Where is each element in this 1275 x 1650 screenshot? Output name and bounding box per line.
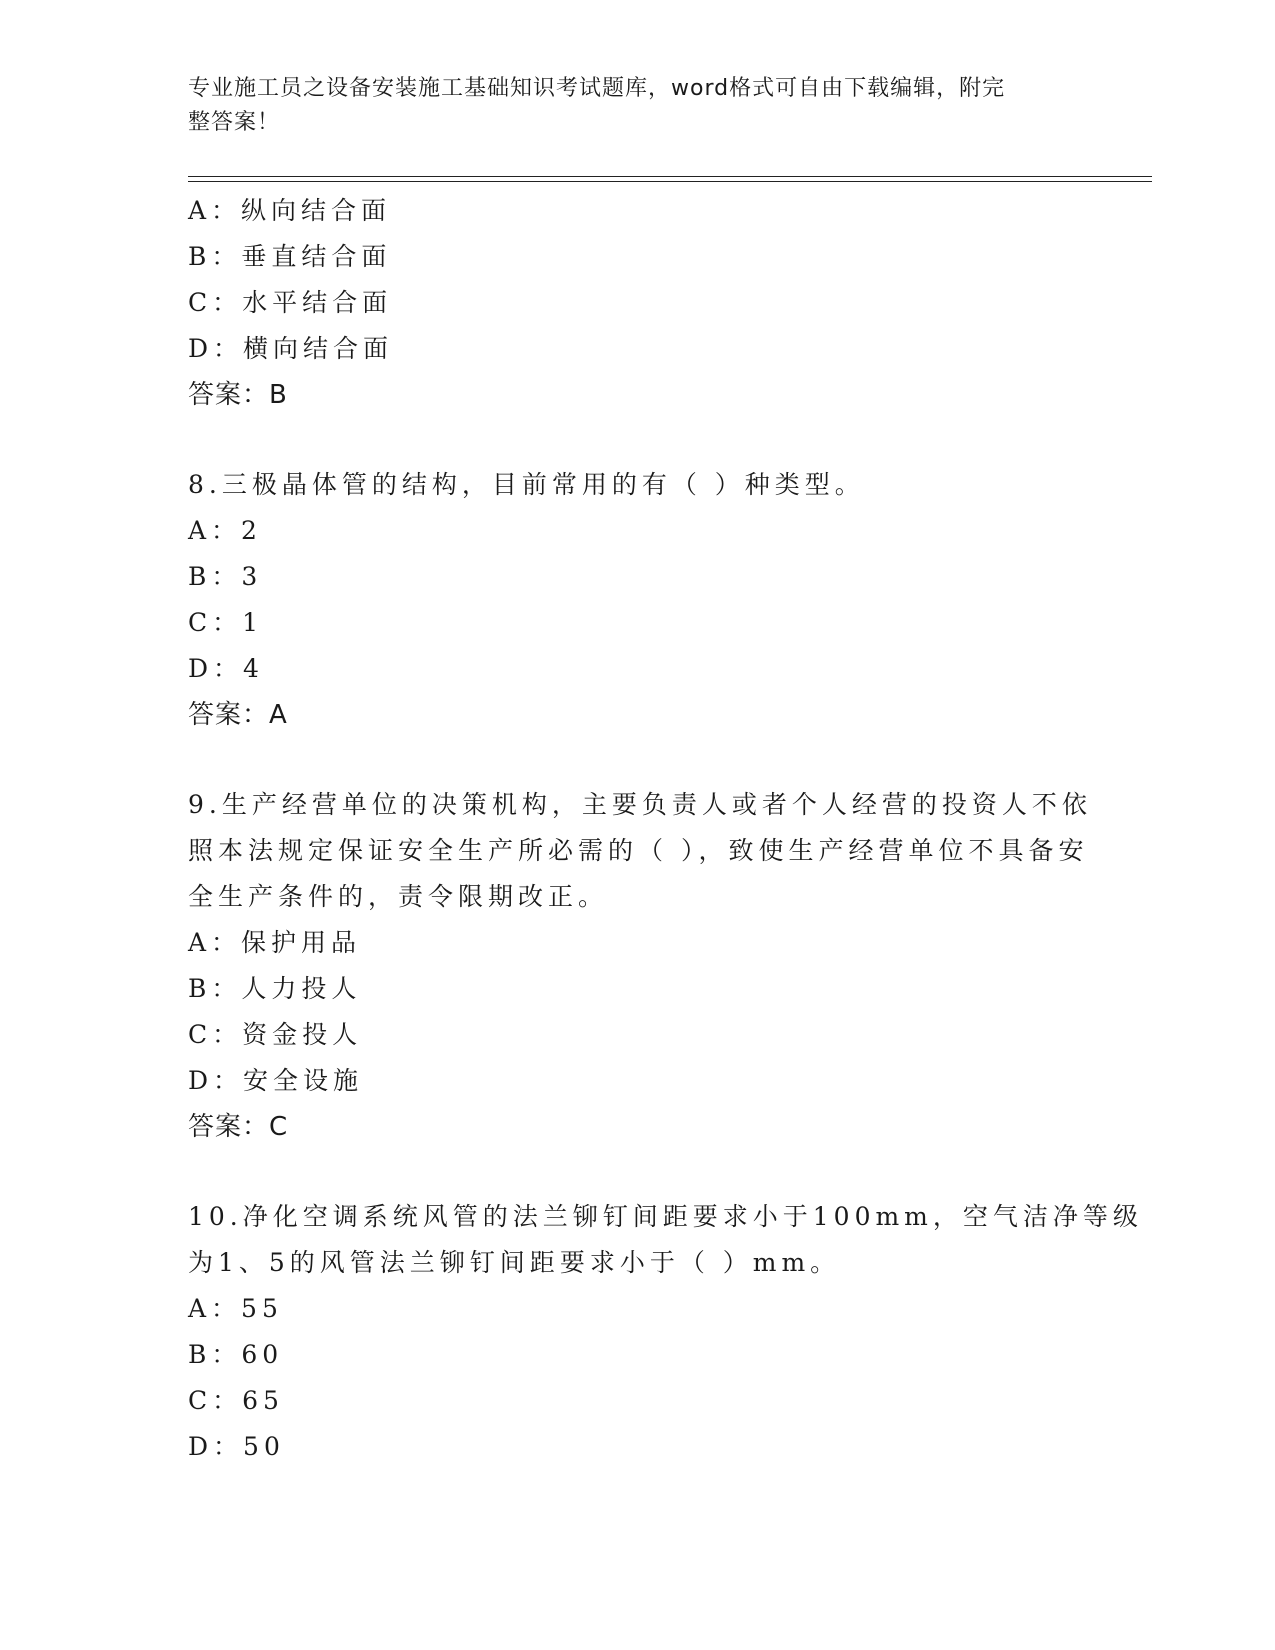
- question-list: [188, 188, 1143, 1470]
- option-c: C：资金投人: [188, 1020, 363, 1049]
- option-d: D：4: [188, 654, 264, 683]
- option-c: C：水平结合面: [188, 288, 393, 317]
- header-divider-bottom: [188, 181, 1152, 182]
- option-d: D：50: [188, 1432, 285, 1461]
- question-9: [188, 782, 1092, 1150]
- option-b: B：3: [188, 562, 263, 591]
- answer: 答案：C: [188, 1112, 289, 1142]
- option-a: A：保护用品: [188, 928, 362, 957]
- option-b: B：人力投人: [188, 974, 362, 1003]
- answer: 答案：A: [188, 700, 288, 730]
- option-c: C：65: [188, 1386, 284, 1415]
- option-a: A：纵向结合面: [188, 196, 392, 225]
- option-c: C：1: [188, 608, 264, 637]
- question-stem: 8.三极晶体管的结构，目前常用的有（ ）种类型。: [188, 470, 865, 499]
- header-line-1: 专业施工员之设备安装施工基础知识考试题库，word格式可自由下载编辑，附完: [188, 76, 1006, 101]
- page-header: [188, 72, 1068, 140]
- answer: 答案：B: [188, 380, 288, 410]
- question-10: [188, 1194, 1143, 1470]
- question-stem-line-1: 10.净化空调系统风管的法兰铆钉间距要求小于100mm，空气洁净等级: [188, 1202, 1143, 1231]
- question-8: [188, 462, 1088, 738]
- option-a: A：55: [188, 1294, 283, 1323]
- question-stem-line-2: 为1、5的风管法兰铆钉间距要求小于（ ）mm。: [188, 1248, 841, 1277]
- question-stem-line-2: 照本法规定保证安全生产所必需的（ ），致使生产经营单位不具备安: [188, 836, 1089, 865]
- option-a: A：2: [188, 516, 262, 545]
- question-7: [188, 188, 1088, 418]
- option-b: B：60: [188, 1340, 284, 1369]
- option-d: D：安全设施: [188, 1066, 364, 1095]
- question-stem-line-3: 全生产条件的，责令限期改正。: [188, 882, 609, 911]
- question-stem-line-1: 9.生产经营单位的决策机构，主要负责人或者个人经营的投资人不依: [188, 790, 1092, 819]
- header-divider-top: [188, 176, 1152, 177]
- option-d: D：横向结合面: [188, 334, 394, 363]
- option-b: B：垂直结合面: [188, 242, 392, 271]
- header-line-2: 整答案！: [188, 110, 281, 135]
